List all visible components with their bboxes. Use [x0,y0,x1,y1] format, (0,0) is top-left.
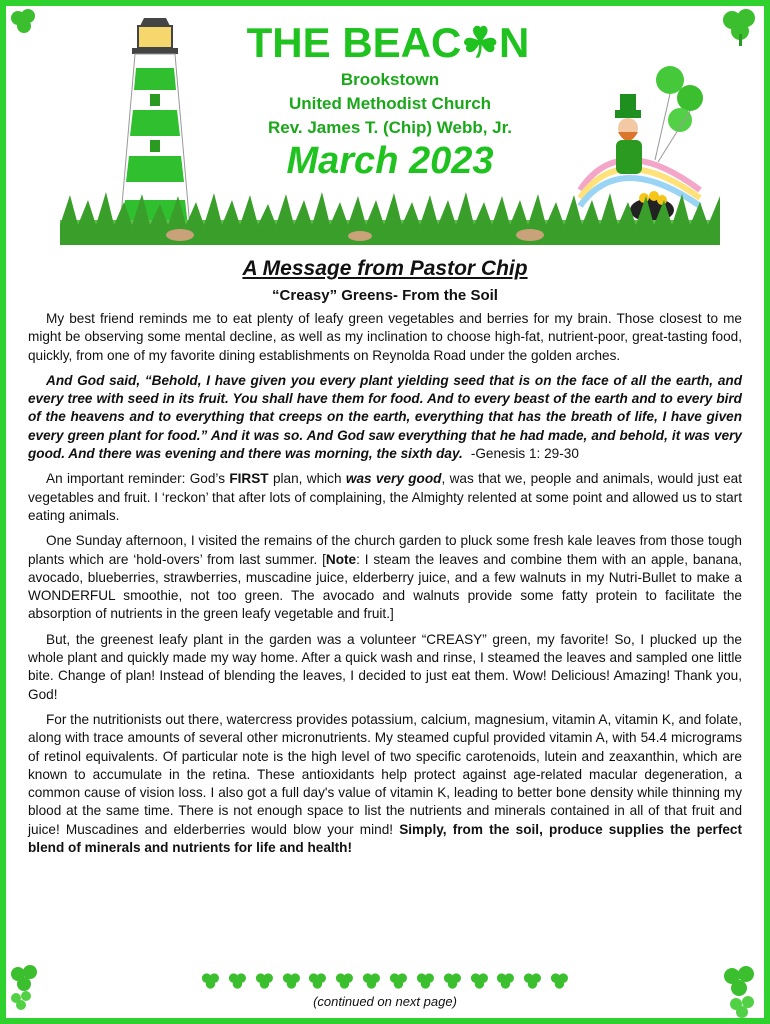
scripture-quote [28,372,742,463]
text-span: : I steam the leaves and combine them with an apple, banana, avocado, blueberries, strawberries, muscadine juice, elderberry juice, and a few walnuts in my Nutri-Bullet to make a WONDERFUL smoothie, not too green. The avocado and walnuts provide some fatty protein to facilitate the absorption of nutrients in the green leafy vegetable and fruit.] [28,551,743,622]
scripture-reference: -Genesis 1: 29-30 [470,446,579,462]
article [28,255,742,864]
newsletter-title [238,18,538,67]
scripture-text: And God said, “Behold, I have given you every plant yielding seed that is on the face of all the earth, and every tree with seed in its fruit. You shall have them for food. And to every beast of the earth and to every bird of the heavens and to everything that creeps on the earth, everything that has the breath of life, I have given every green plant for food.” And it was so. And God saw everything that he had made, and behold, it was very good. And there was evening and there was morning, the sixth day. [28,372,742,462]
shamrock-icon [4,4,44,44]
shamrock-icon [495,970,516,992]
emphasis-text: Note [325,551,357,567]
shamrock-icon: ☘ [461,19,499,66]
paragraph [28,532,742,623]
shamrock-divider [200,970,570,994]
emphasis-text: was very good [345,471,442,487]
text-span: , was that we, people and animals, would just eat vegetables and fruit. I ‘reckon’ that after lots of complaining, the Almighty relented at some point and allowed us to start eating animals. [28,471,742,523]
shamrock-icon [361,970,382,992]
paragraph: My best friend reminds me to eat plenty of leafy green vegetables and berries for my brain. Those closest to me might be observing some mental decline, as well as my inclination to choose high-fat, nutrient-poor, great-tasting food, quickly, from one of my favorite dining establishments on Reynolda Road under the golden arches. [28,311,742,363]
text-span: plan, which [268,471,346,487]
shamrock-icon [227,970,248,992]
continued-note: (continued on next page) [313,994,457,1009]
pastor-name: Rev. James T. (Chip) Webb, Jr. [267,118,513,137]
shamrock-icon [522,970,543,992]
text-span: For the nutritionists out there, watercress provides potassium, calcium, magnesium, vitamin A, vitamin K, and folate, along with trace amounts of several other micronutrients. My steamed cupful provided vitamin A, with 54.4 micrograms of retinol equivalents. Of particular note is the high level of two specific carotenoids, lutein and zeaxanthin, which are known to accumulate in the retina. These antioxidants help protect against age-related macular degeneration, a common cause of vision loss. I also got a full day's value of vitamin K, leading to better bone density while thinning my blood at the same time. There is not enough space to list the nutrients and minerals contained in all of that fruit and juice! Muscadines and elderberries would blow your mind! [28,711,742,837]
paragraph: But, the greenest leafy plant in the garden was a volunteer “CREASY” green, my favorite! So, I plucked up the whole plant and quickly made my way home. After a quick wash and rinse, I steamed the leaves and sampled one little bite. Change of plan! Instead of blending the leaves, I decided to just eat them. Wow! Delicious! Amazing! Thank you, God! [28,631,742,702]
title-text: THE BEAC [246,19,462,66]
shamrock-icon [307,970,328,992]
shamrock-icon [415,970,436,992]
text-span: One Sunday afternoon, I visited the remains of the church garden to pluck some fresh kale leaves from those tough plants which are ‘hold-overs’ from last summer. [ [28,533,742,567]
grass-border-icon [60,190,720,245]
church-name: United Methodist Church [288,94,492,113]
article-heading: A Message from Pastor Chip [242,257,528,280]
newsletter-header [0,0,770,250]
paragraph [28,711,742,857]
shamrock-icon [469,970,490,992]
text-span: An important reminder: God’s [46,471,230,487]
issue-month: March 2023 [286,140,494,182]
article-subheading: “Creasy” Greens- From the Soil [272,287,498,304]
shamrock-icon [549,970,570,992]
title-text-end: N [499,19,530,66]
emphasis-text: Simply, from the soil, produce supplies the perfect blend of minerals and nutrients for life and health! [28,821,742,856]
shamrock-icon [200,970,221,992]
church-info [230,68,550,140]
shamrock-icon [442,970,463,992]
emphasis-text: FIRST [229,471,269,487]
shamrock-icon [6,960,46,1010]
shamrock-icon [281,970,302,992]
church-location: Brookstown [340,70,440,89]
shamrock-icon [718,4,762,48]
shamrock-icon [254,970,275,992]
shamrock-icon [716,960,762,1018]
shamrock-icon [334,970,355,992]
paragraph [28,470,742,525]
shamrock-icon [388,970,409,992]
